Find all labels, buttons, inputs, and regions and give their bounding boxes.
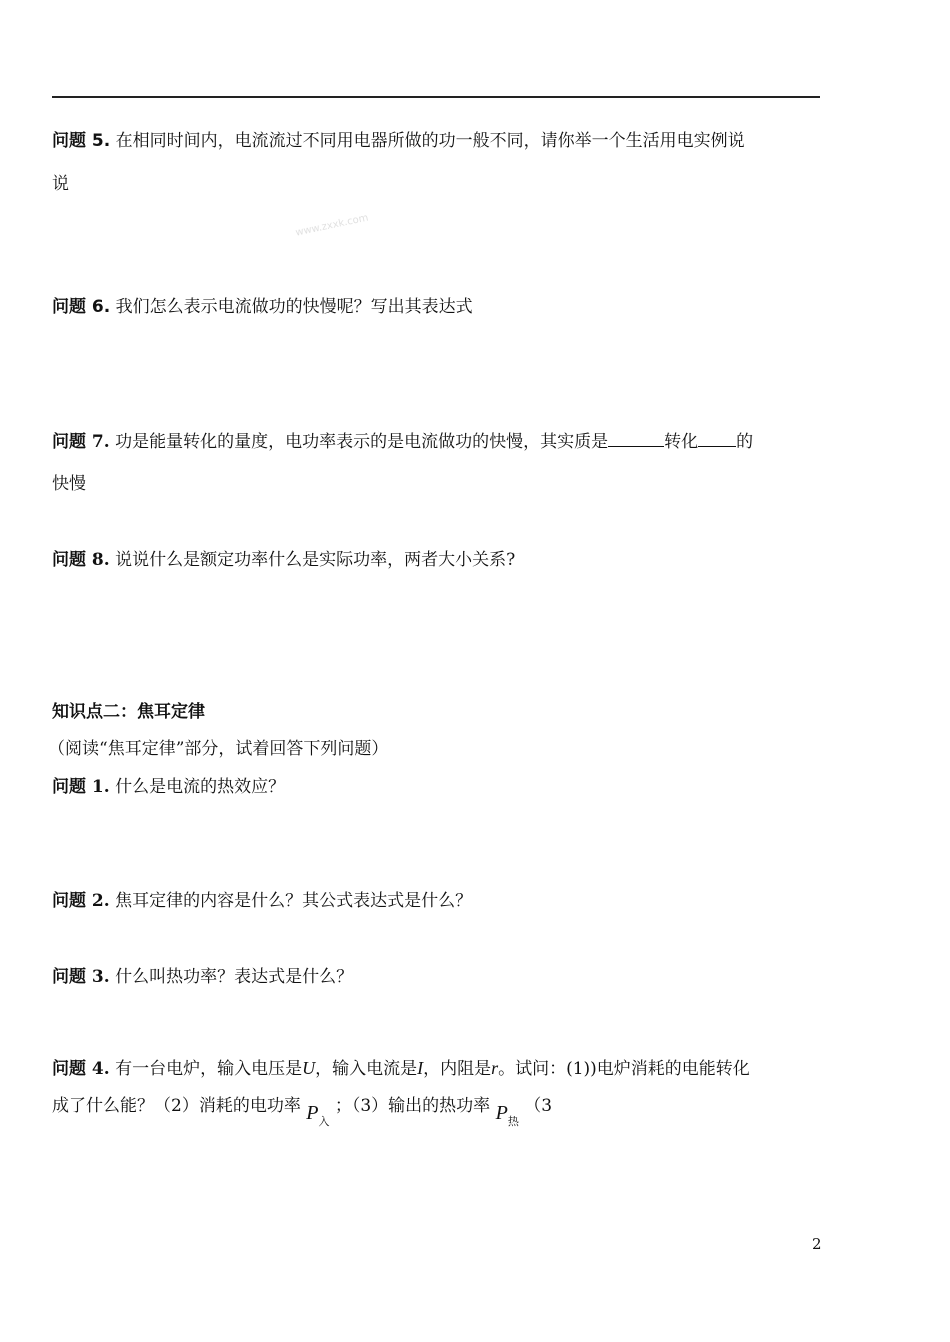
watermark-logo: www.zxxk.com	[294, 212, 370, 239]
question-text-3: ，内阻是	[423, 1059, 492, 1079]
fill-blank-2[interactable]	[698, 430, 736, 447]
math-voltage-symbol: U	[302, 1058, 316, 1078]
header-rule	[52, 96, 820, 98]
question-7	[52, 430, 753, 453]
part2-question-3	[52, 966, 353, 988]
question-text: 什么叫热功率？表达式是什么？	[115, 967, 354, 987]
question-text: 焦耳定律的内容是什么？其公式表达式是什么？	[115, 891, 473, 911]
question-5-continued: 说	[52, 174, 69, 194]
question-label: 问题 6.	[52, 297, 111, 317]
question-text: 有一台电炉，输入电压是	[115, 1059, 303, 1079]
question-text: 说说什么是额定功率什么是实际功率，两者大小关系?	[115, 550, 516, 570]
question-text: 在相同时间内，电流流过不同用电器所做的功一般不同，请你举一个生活用电实例说	[115, 131, 745, 151]
question-text-4: 。试问：(1))电炉消耗的电能转化	[498, 1059, 750, 1079]
question-label: 问题 4.	[52, 1059, 110, 1079]
fill-blank-1[interactable]	[608, 430, 664, 447]
question-text: 功是能量转化的量度，电功率表示的是电流做功的快慢，其实质是	[115, 432, 609, 452]
part2-question-4-continued	[52, 1094, 553, 1128]
math-subscript-heat: 热	[507, 1115, 519, 1128]
question-text: 什么是电流的热效应？	[115, 777, 286, 797]
question-text-3: （3	[524, 1096, 553, 1116]
question-text-2: 转化	[664, 432, 699, 452]
question-text-2: ，输入电流是	[315, 1059, 418, 1079]
question-text: 我们怎么表示电流做功的快慢呢？写出其表达式	[115, 297, 473, 317]
part2-question-2	[52, 890, 472, 912]
question-text-2: ；（3）输出的热功率	[334, 1096, 491, 1116]
question-5	[52, 130, 745, 152]
question-7-continued: 快慢	[52, 474, 86, 494]
math-current-symbol: I	[417, 1058, 424, 1078]
question-label: 问题 8.	[52, 550, 110, 570]
question-label: 问题 1.	[52, 777, 110, 797]
part2-question-1	[52, 776, 285, 798]
part2-question-4	[52, 1057, 750, 1080]
math-resistance-symbol: r	[491, 1058, 499, 1078]
question-label: 问题 5.	[52, 131, 111, 151]
math-heat-power-symbol: P	[495, 1102, 508, 1124]
question-label: 问题 7.	[52, 432, 110, 452]
question-8	[52, 549, 515, 571]
question-label: 问题 3.	[52, 967, 110, 987]
math-input-power-symbol: P	[306, 1102, 319, 1124]
question-text-3: 的	[736, 432, 754, 452]
section-intro: （阅读“焦耳定律”部分，试着回答下列问题）	[48, 739, 389, 759]
page-number: 2	[812, 1235, 822, 1253]
question-label: 问题 2.	[52, 891, 110, 911]
math-subscript-input: 入	[318, 1115, 330, 1128]
question-6	[52, 296, 473, 318]
question-text: 成了什么能？（2）消耗的电功率	[52, 1096, 301, 1116]
section-title: 知识点二：焦耳定律	[52, 702, 205, 722]
